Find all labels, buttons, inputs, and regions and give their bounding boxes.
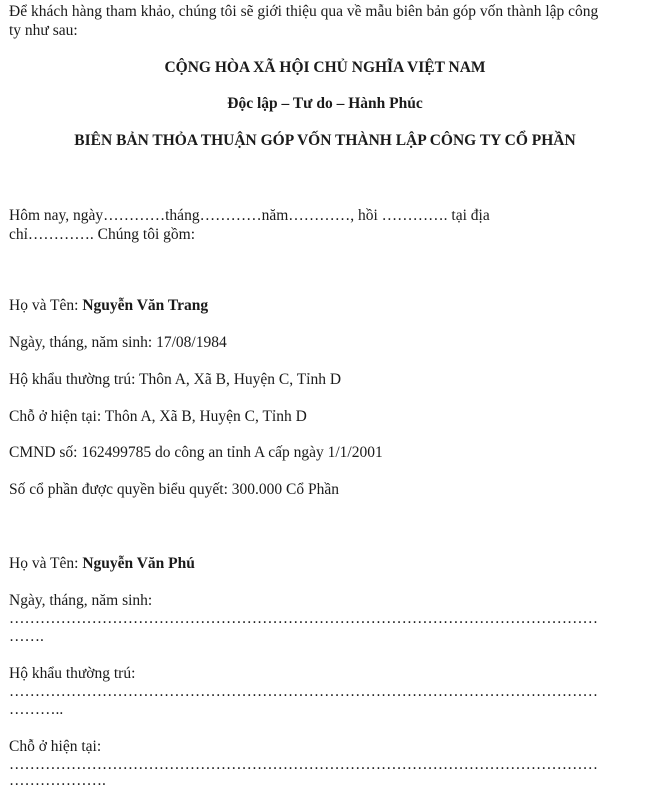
member2-household-label: Hộ khẩu thường trú: [9,665,136,682]
member2-residence-dots-2: ………………. [9,772,106,789]
member1-residence: Chỗ ở hiện tại: Thôn A, Xã B, Huyện C, Tỉnh D [9,408,307,425]
member2-residence-label: Chỗ ở hiện tại: [9,738,102,755]
meeting-line-1: Hôm nay, ngày…………tháng…………năm…………, hồi …………. tại địa [9,207,490,224]
member1-shares: Số cổ phần được quyền biểu quyết: 300.000 Cổ Phần [9,481,340,498]
document-title: BIÊN BẢN THỎA THUẬN GÓP VỐN THÀNH LẬP CÔNG TY CỔ PHẦN [74,132,576,149]
country-heading: CỘNG HÒA XÃ HỘI CHỦ NGHĨA VIỆT NAM [164,59,486,76]
intro-line-2: ty như sau: [9,22,78,39]
motto-heading: Độc lập – Tư do – Hành Phúc [227,95,423,112]
member2-birth-dots-2: ……. [9,628,44,645]
member2-household-dots-2: ……….. [9,701,64,718]
member1-name-row [9,297,208,315]
member1-household: Hộ khẩu thường trú: Thôn A, Xã B, Huyện C, Tỉnh D [9,371,342,388]
member2-birth-label: Ngày, tháng, năm sinh: [9,592,153,609]
member2-name-label: Họ và Tên: [9,555,83,572]
intro-line-1: Để khách hàng tham khảo, chúng tôi sẽ giới thiệu qua về mẫu biên bản góp vốn thành lập công [9,3,599,20]
member2-birth-dots-1: …………………………………………………………………………………………………… [9,610,598,627]
member2-name-row [9,555,195,573]
member2-name: Nguyễn Văn Phú [82,555,195,572]
member2-residence-dots-1: …………………………………………………………………………………………………… [9,756,598,773]
member1-name-label: Họ và Tên: [9,297,83,314]
member2-household-dots-1: …………………………………………………………………………………………………… [9,683,598,700]
member1-name: Nguyễn Văn Trang [82,297,209,314]
meeting-line-2: chỉ…………. Chúng tôi gồm: [9,226,195,243]
member1-birth: Ngày, tháng, năm sinh: 17/08/1984 [9,334,227,351]
member1-id-card: CMND số: 162499785 do công an tỉnh A cấp ngày 1/1/2001 [9,444,383,461]
